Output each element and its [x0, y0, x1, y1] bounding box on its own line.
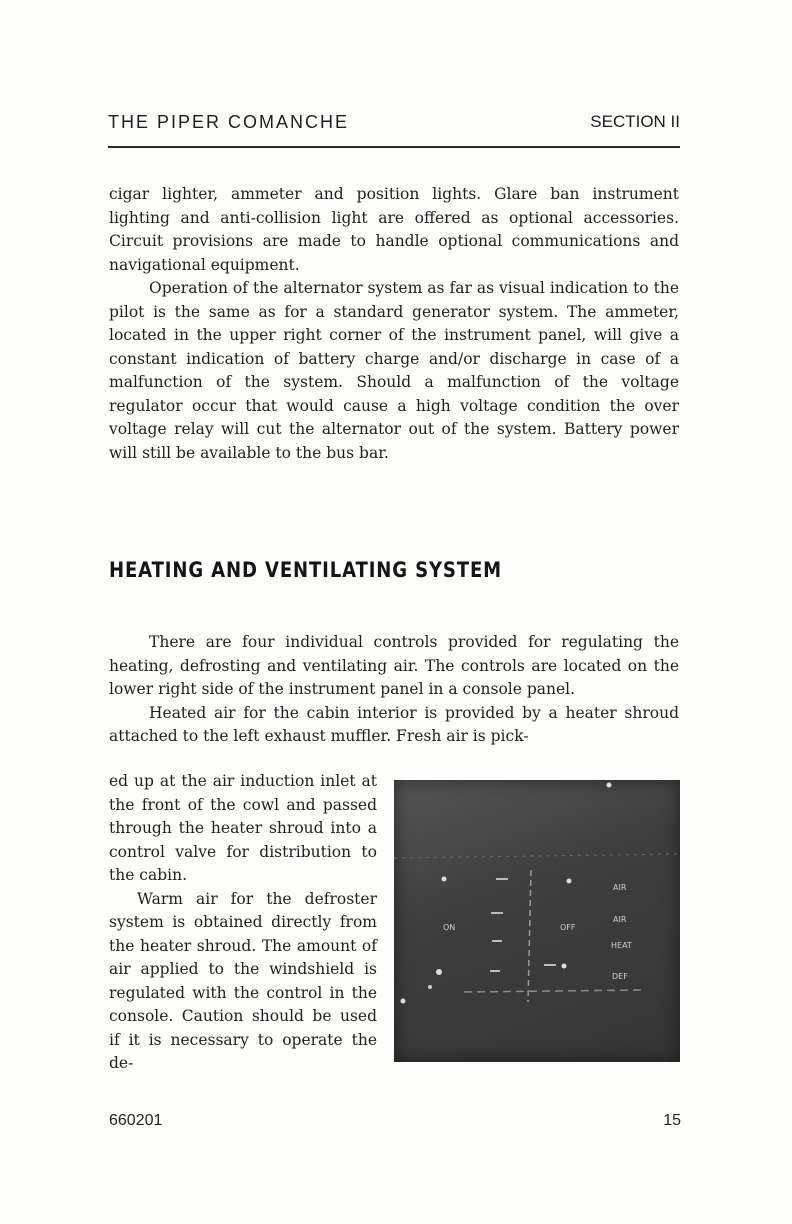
photo-label-off: OFF: [560, 923, 576, 932]
intro-paragraph-2: Operation of the alternator system as far as visual indication to the pilot is the same as for a standard generator system. The ammeter, located in the upper right corner of the instrument panel, will give a constant indication of battery charge and/or discharge in case of a malfunction of the system. Should a malfunction of the voltage regulator occur that would cause a high voltage condition the over voltage relay will cut the alternator out of the system. Battery power will still be available to the bus bar.: [109, 279, 679, 462]
heating-paragraph-3: Warm air for the defroster system is obtained directly from the heater shroud. The amount of air applied to the windshield is regulated with the control in the console. Caution should be used if it is necessary to operate the de-: [109, 889, 377, 1072]
heating-paragraph-2-start: Heated air for the cabin interior is provided by a heater shroud attached to the left exhaust muffler. Fresh air is pick-: [109, 703, 679, 745]
console-panel-graphic: [394, 780, 680, 1062]
photo-label-on: ON: [443, 923, 456, 932]
photo-label-air-1: AIR: [613, 883, 627, 892]
console-control-photo: [394, 780, 680, 1062]
footer-code: 660201: [109, 1112, 163, 1129]
photo-label-air-2: AIR: [613, 915, 627, 924]
page-footer: [109, 1112, 681, 1136]
header-section: SECTION II: [590, 112, 680, 131]
header-rule: [108, 146, 680, 148]
heating-paragraph-2-end: ed up at the air induction inlet at the front of the cowl and passed through the heater shroud into a control valve for distribution to the cabin.: [109, 772, 377, 884]
heating-wrap-column: [109, 770, 377, 1076]
intro-text: [109, 183, 679, 465]
heating-text: [109, 631, 679, 749]
heating-paragraph-1: There are four individual controls provided for regulating the heating, defrosting and ventilating air. The controls are located on the lower right side of the instrument panel in a console panel.: [109, 633, 679, 698]
header-title: THE PIPER COMANCHE: [108, 112, 350, 132]
intro-paragraph-1: cigar lighter, ammeter and position lights. Glare ban instrument lighting and anti-collision light are offered as optional accessories. Circuit provisions are made to handle optional communications and navigational equipment.: [109, 185, 679, 274]
section-heading: HEATING AND VENTILATING SYSTEM: [109, 558, 503, 582]
photo-label-def: DEF: [612, 972, 628, 981]
photo-label-heat: HEAT: [611, 941, 632, 950]
page-number: 15: [663, 1112, 681, 1129]
running-header: [108, 112, 680, 140]
